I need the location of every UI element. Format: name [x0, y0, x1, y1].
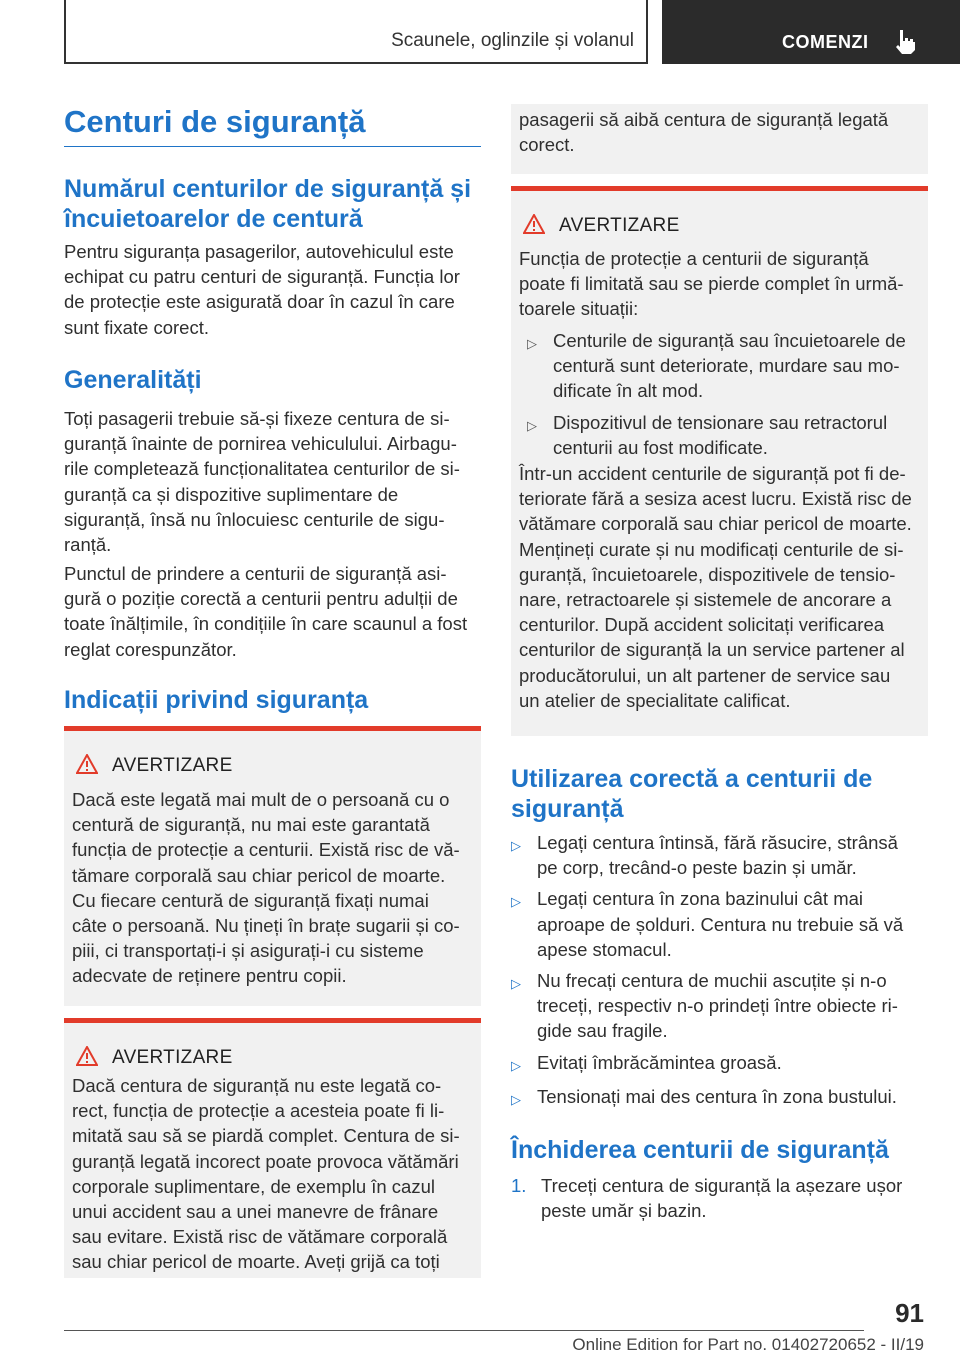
warning-title: AVERTIZARE [559, 215, 680, 236]
heading-correct-use: Utilizarea corectă a centurii de siguranță [511, 765, 873, 823]
paragraph-general-1: Toți pasagerii trebuie să-și fixeze centura de si- guranță înainte de pornirea vehiculului. Airbagu- rile completează funcționalitatea centurilor de si- guranță ca și dispozitive suplimentare de siguranță, însă nu înlocuiesc centurile de sigu- ranță. [64, 408, 460, 556]
list-item: ▷ Legați centura în zona bazinului cât mai aproape de șolduri. Centura nu trebuie să vă apese stomacul. [511, 888, 904, 960]
list-item: ▷ Tensionați mai des centura în zona bustului. [511, 1085, 897, 1107]
warning-bar [64, 1018, 481, 1023]
list-item: ▷ Dispozitivul de tensionare sau retractorul centurii au fost modificate. [527, 411, 888, 458]
heading-general: Generalități [64, 366, 202, 394]
tab-comenzi-label: COMENZI [782, 32, 869, 52]
step-item: 1. Treceți centura de siguranță la așezare ușor peste umăr și bazin. [511, 1173, 928, 1223]
warning-bar [64, 726, 481, 731]
warning-triangle-icon [523, 214, 545, 234]
heading-fastening: Închiderea centurii de siguranță [511, 1136, 889, 1164]
paragraph-general-2: Punctul de prindere a centurii de siguranță asi- gură o poziție corectă a centurii pentru adulții de toate înălțimile, în condițiile în care scaunul a fost reglat corespunzător. [64, 563, 468, 660]
warning-triangle-icon [76, 1046, 98, 1066]
warning-text: Dacă este legată mai mult de o persoană cu o centură de siguranță, nu mai este garantată funcția de protecție a centurii. Există risc de vă- tămare corporală sau chiar pericol de moarte. Cu fiecare centură de siguranță fixați numai câte o persoană. Nu țineți în brațe sugarii și co- piii, ci transportați-i și asigurați-i cu sisteme adecvate de reținere pentru copii. [72, 789, 460, 987]
warning-bullet-list [527, 328, 922, 460]
title-rule [64, 146, 481, 147]
header-section-title: Scaunele, oglinzile și volanul [391, 30, 634, 51]
paragraph-belt-count: Pentru siguranța pasagerilor, autovehiculul este echipat cu patru centuri de siguranță. Funcția lor de protecție este asigurată doar în cazul în care sunt fixate corect. [64, 241, 460, 338]
footer-rule [64, 1330, 864, 1331]
list-item: ▷ Centurile de siguranță sau încuietoarele de centură sunt deteriorate, murdare sau mo- dificate în alt mod. [527, 330, 906, 402]
header-section-box [64, 0, 648, 64]
warning-text: pasagerii să aibă centura de siguranță legată corect. [519, 109, 889, 156]
warning-box-3 [511, 186, 928, 736]
correct-use-list [511, 830, 928, 1112]
page-number: 91 [895, 1298, 924, 1328]
warning-intro: Funcția de protecție a centurii de siguranță poate fi limitată sau se pierde complet în urmă- toarele situații: [519, 248, 904, 320]
warning-box-continued [511, 104, 928, 174]
hand-pointer-icon [890, 26, 920, 56]
step-number: 1. [511, 1175, 527, 1196]
list-item: ▷ Legați centura întinsă, fără răsucire, strânsă pe corp, trecând-o peste bazin și umăr. [511, 832, 898, 879]
list-item: ▷ Evitați îmbrăcămintea groasă. [511, 1051, 782, 1073]
footer-edition: Online Edition for Part no. 01402720652 - II/19 [572, 1335, 924, 1354]
heading-belt-count: Numărul centurilor de siguranță și încuietoarelor de centură [64, 175, 472, 233]
warning-outro: Într-un accident centurile de siguranță pot fi de- teriorate fără a sesiza acest lucru. Există risc de vătămare corporală sau chiar pericol de moarte. Mențineți curate și nu modificați centurile de si- guranță, încuietoarele, dispozitivele de tensio- nare, retractoarele și sistemele de ancorare a centurilor. După accident solicitați verificarea centurilor de siguranță la un service partener al producătorului, un alt partener de service sau un atelier de specialitate calificat. [519, 463, 912, 711]
page-title: Centuri de siguranță [64, 104, 366, 139]
heading-safety: Indicații privind siguranța [64, 686, 369, 714]
warning-bar [511, 186, 928, 191]
warning-title: AVERTIZARE [112, 1047, 233, 1068]
warning-triangle-icon [76, 754, 98, 774]
tab-comenzi[interactable] [662, 0, 960, 64]
warning-box-1 [64, 726, 481, 1006]
warning-text: Dacă centura de siguranță nu este legată co- rect, funcția de protecție a acesteia poate fi li- mitată sau să se piardă complet. Centura de si- guranță legată incorect poate provoca vătămări corporale suplimentare, de exemplu în cazul unui accident sau a unei manevre de frânare sau evitare. Există risc de vătămare corporală sau chiar pericol de moarte. Aveți grijă ca toți [72, 1075, 460, 1273]
warning-title: AVERTIZARE [112, 755, 233, 776]
warning-box-2 [64, 1018, 481, 1278]
list-item: ▷ Nu frecați centura de muchii ascuțite și n-o treceți, respectiv n-o prindeți între obiecte ri- gide sau fragile. [511, 970, 898, 1042]
